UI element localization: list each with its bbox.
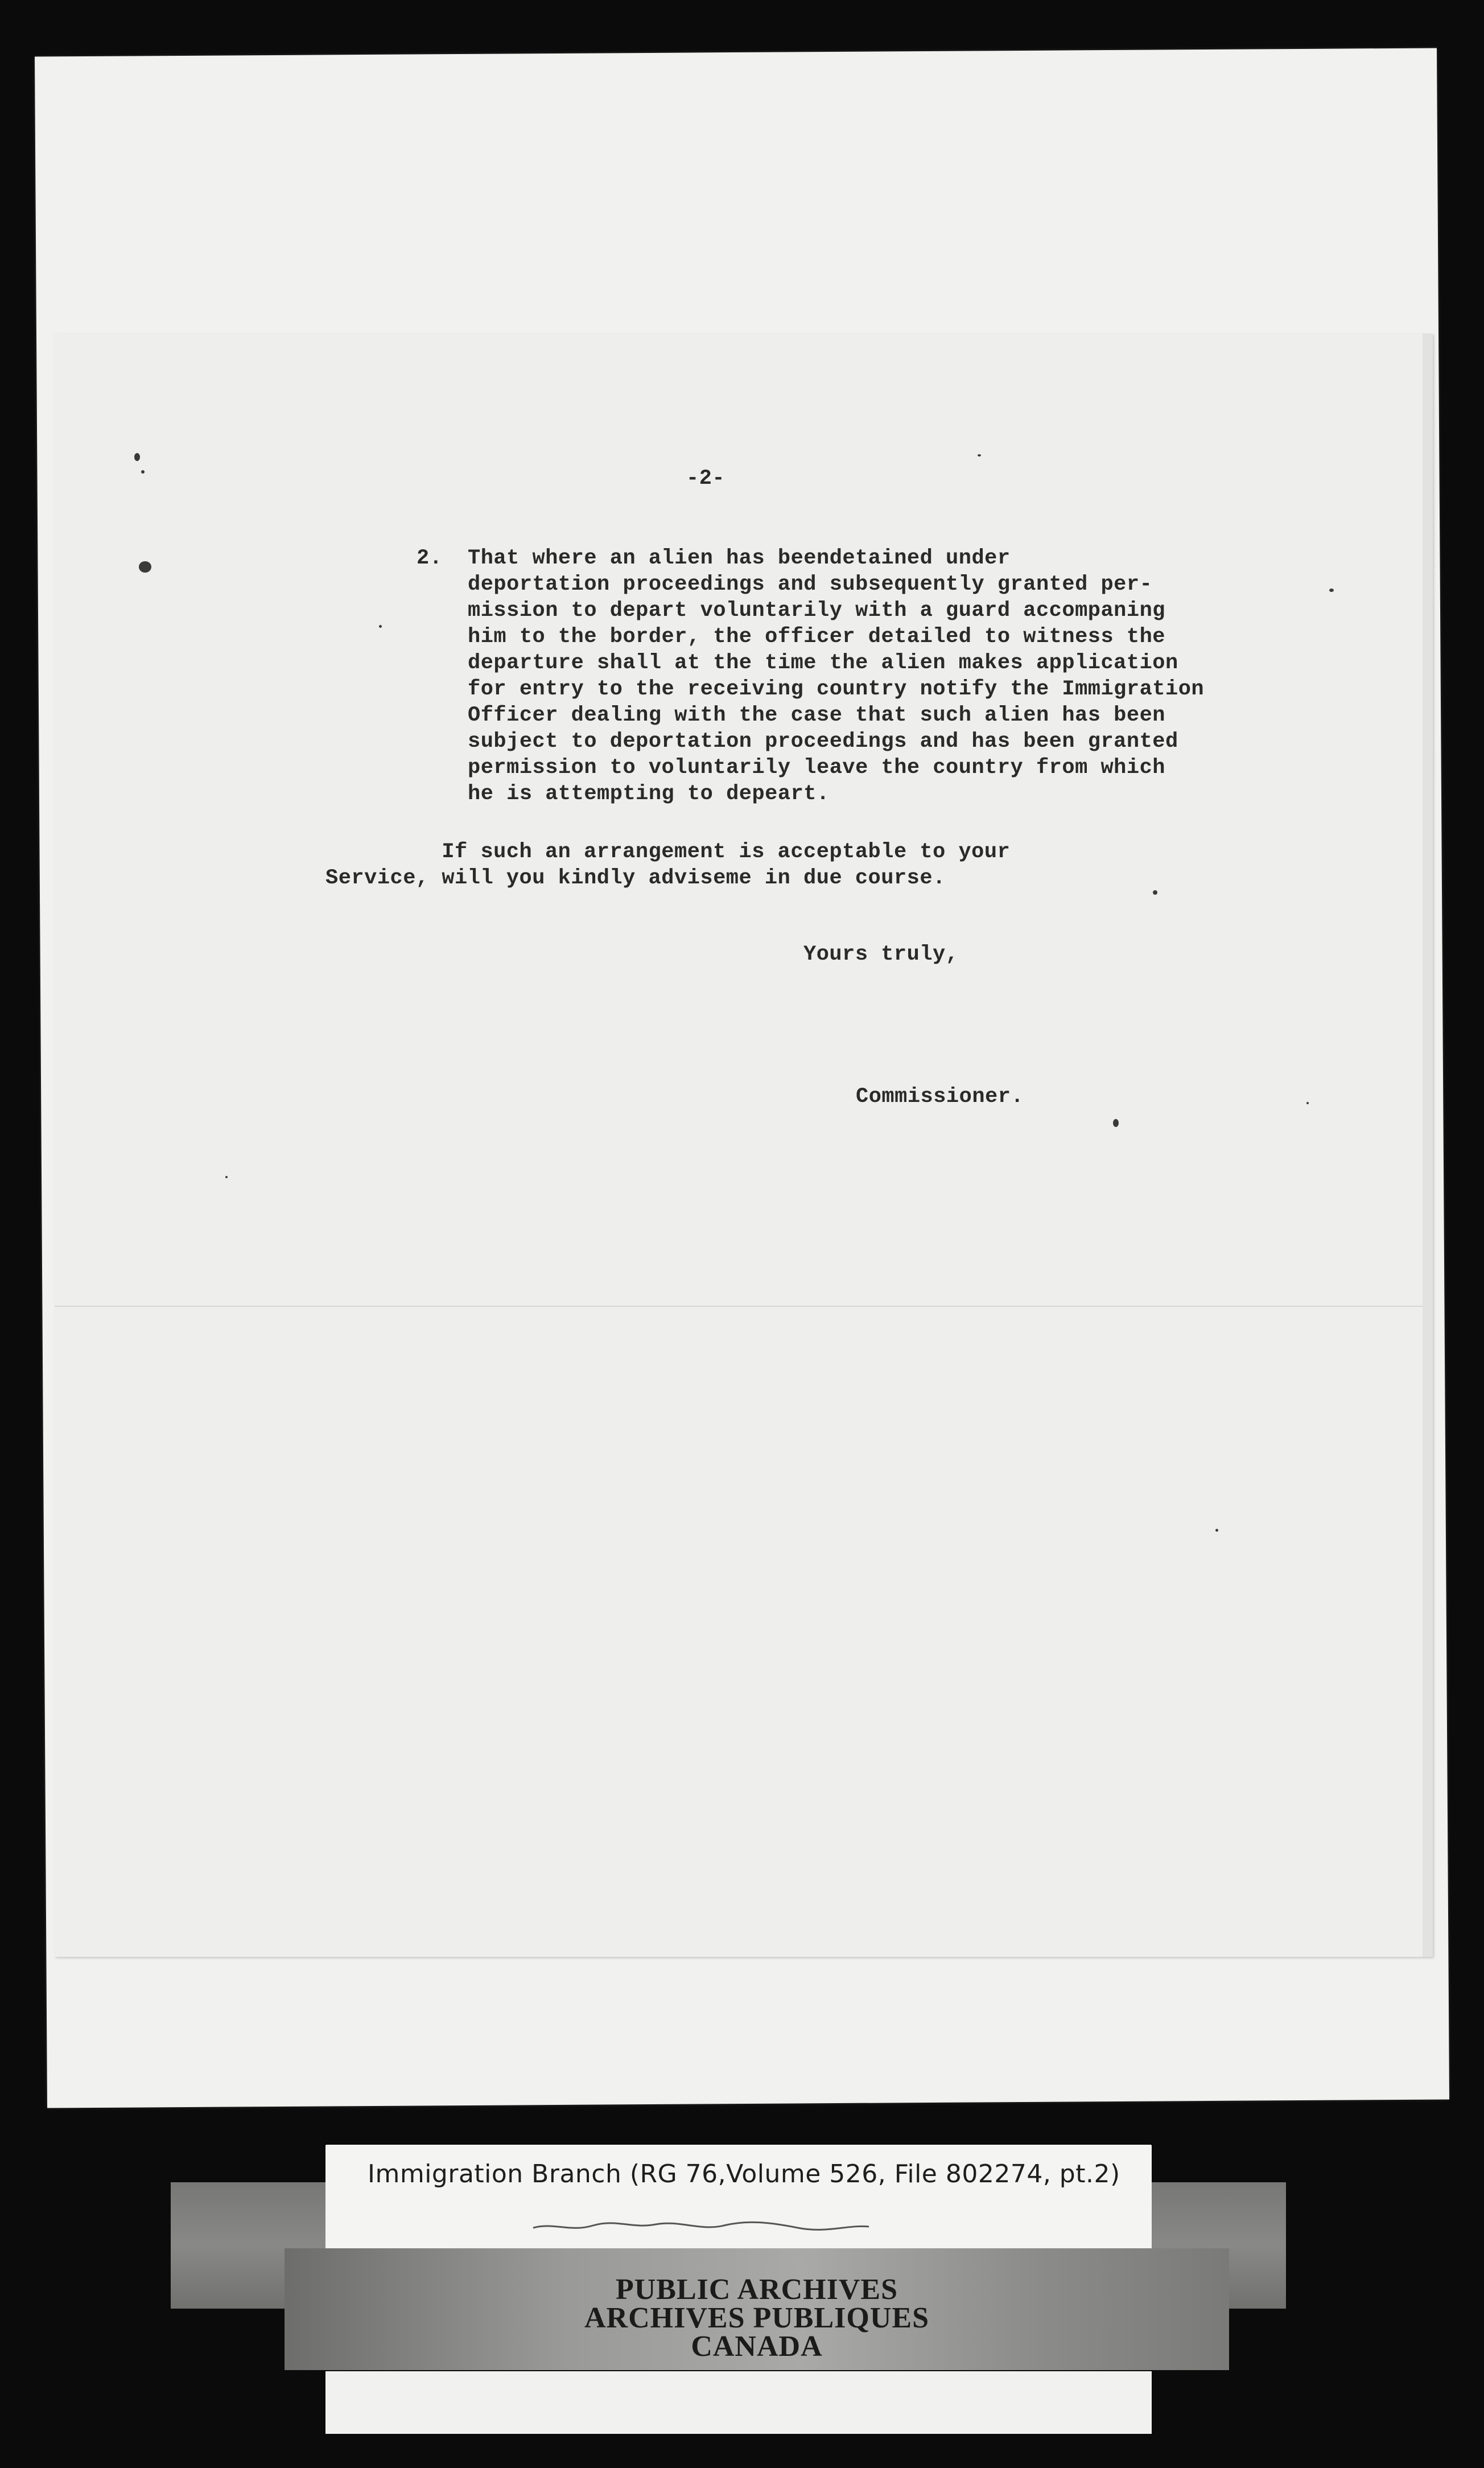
handwritten-scribble	[530, 2218, 872, 2235]
page-number: -2-	[686, 467, 725, 491]
fold-line	[55, 1306, 1423, 1307]
archives-stamp-strip	[285, 2248, 1229, 2370]
stamp-line-1: PUBLIC ARCHIVES	[615, 2273, 898, 2306]
signoff-title: Commissioner.	[856, 1085, 1024, 1109]
paragraph-closing-request: If such an arrangement is acceptable to your Service, will you kindly adviseme in due course.	[325, 840, 1011, 890]
item-number: 2.	[417, 546, 443, 570]
stamp-line-2: ARCHIVES PUBLIQUES	[584, 2302, 930, 2334]
archive-reference-text: Immigration Branch (RG 76,Volume 526, File 802274, pt.2)	[368, 2160, 1120, 2189]
typed-letter-page	[55, 334, 1433, 1957]
bottom-label-card	[325, 2371, 1152, 2434]
archives-stamp	[285, 2273, 1229, 2363]
stamp-line-3: CANADA	[691, 2330, 823, 2363]
archive-reference-card	[325, 2145, 1152, 2257]
closing-salutation: Yours truly,	[803, 943, 959, 966]
paragraph-item-2: That where an alien has beendetained under deportation proceedings and subsequently granted per- mission to depart voluntarily with a guard accompaning him to the border, the officer detailed to witness the departure shall at the time the alien makes application for entry to the receiving country notify the Immigration Officer dealing with the case that such alien has been subject to deportation proceedings and has been granted permission to voluntarily leave the country from which he is attempting to depeart.	[468, 546, 1205, 806]
